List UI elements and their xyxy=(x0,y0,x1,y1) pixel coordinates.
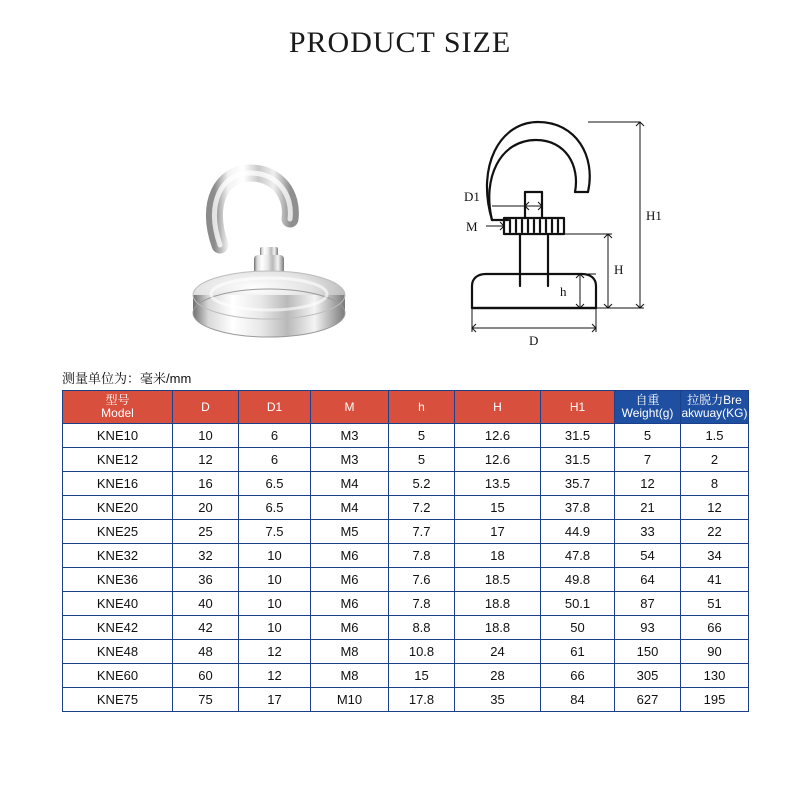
cell-d: 20 xyxy=(173,496,239,520)
cell-breakaway: 34 xyxy=(681,544,749,568)
cell-h-small: 5 xyxy=(389,424,455,448)
cell-d: 12 xyxy=(173,448,239,472)
cell-m: M4 xyxy=(311,496,389,520)
cell-h1: 61 xyxy=(541,640,615,664)
cell-m: M8 xyxy=(311,664,389,688)
cell-d1: 10 xyxy=(239,544,311,568)
cell-d: 42 xyxy=(173,616,239,640)
header-breakaway-en: akwuay(KG) xyxy=(681,406,748,420)
spec-table-wrapper xyxy=(62,390,748,712)
cell-d1: 6.5 xyxy=(239,496,311,520)
cell-m: M6 xyxy=(311,616,389,640)
cell-m: M8 xyxy=(311,640,389,664)
cell-h-small: 7.2 xyxy=(389,496,455,520)
cell-h: 18 xyxy=(455,544,541,568)
header-d-label: D xyxy=(201,399,210,414)
cell-weight: 33 xyxy=(615,520,681,544)
cell-h: 18.5 xyxy=(455,568,541,592)
table-row xyxy=(63,472,749,496)
cell-weight: 54 xyxy=(615,544,681,568)
header-m-label: M xyxy=(344,399,355,414)
cell-breakaway: 66 xyxy=(681,616,749,640)
cell-d1: 10 xyxy=(239,616,311,640)
cell-d: 25 xyxy=(173,520,239,544)
cell-weight: 150 xyxy=(615,640,681,664)
cell-model: KNE42 xyxy=(63,616,173,640)
header-weight-en: Weight(g) xyxy=(621,406,674,420)
spec-table-head xyxy=(63,391,749,424)
cell-h: 18.8 xyxy=(455,592,541,616)
cell-model: KNE36 xyxy=(63,568,173,592)
cell-h: 18.8 xyxy=(455,616,541,640)
cell-breakaway: 90 xyxy=(681,640,749,664)
cell-m: M6 xyxy=(311,568,389,592)
cell-d: 75 xyxy=(173,688,239,712)
table-row xyxy=(63,664,749,688)
header-h-label: H xyxy=(493,399,502,414)
header-h1-label: H1 xyxy=(569,399,586,414)
cell-h1: 44.9 xyxy=(541,520,615,544)
cell-weight: 305 xyxy=(615,664,681,688)
cell-m: M5 xyxy=(311,520,389,544)
cell-m: M6 xyxy=(311,544,389,568)
cell-breakaway: 22 xyxy=(681,520,749,544)
label-M: M xyxy=(466,219,478,234)
header-h-small xyxy=(389,391,455,424)
cell-h1: 31.5 xyxy=(541,448,615,472)
cell-weight: 21 xyxy=(615,496,681,520)
cell-d: 10 xyxy=(173,424,239,448)
cell-d1: 12 xyxy=(239,640,311,664)
cell-d1: 7.5 xyxy=(239,520,311,544)
table-row xyxy=(63,688,749,712)
table-row xyxy=(63,448,749,472)
cell-h-small: 7.7 xyxy=(389,520,455,544)
header-d1 xyxy=(239,391,311,424)
dimension-drawing-svg xyxy=(430,100,680,355)
header-m xyxy=(311,391,389,424)
cell-h1: 37.8 xyxy=(541,496,615,520)
header-breakaway xyxy=(681,391,749,424)
table-row xyxy=(63,424,749,448)
cell-weight: 87 xyxy=(615,592,681,616)
cell-model: KNE12 xyxy=(63,448,173,472)
product-photo-svg xyxy=(150,95,400,355)
cell-m: M3 xyxy=(311,448,389,472)
cell-h-small: 5 xyxy=(389,448,455,472)
header-weight xyxy=(615,391,681,424)
spec-table xyxy=(62,390,749,712)
cell-d1: 17 xyxy=(239,688,311,712)
cell-model: KNE48 xyxy=(63,640,173,664)
cell-d: 48 xyxy=(173,640,239,664)
dimension-drawing xyxy=(430,100,680,355)
cell-d: 32 xyxy=(173,544,239,568)
cell-breakaway: 8 xyxy=(681,472,749,496)
cell-m: M4 xyxy=(311,472,389,496)
cell-model: KNE25 xyxy=(63,520,173,544)
header-model xyxy=(63,391,173,424)
cell-h-small: 5.2 xyxy=(389,472,455,496)
cell-h: 13.5 xyxy=(455,472,541,496)
cell-d1: 6 xyxy=(239,448,311,472)
header-h1 xyxy=(541,391,615,424)
table-row xyxy=(63,568,749,592)
cell-h: 28 xyxy=(455,664,541,688)
cell-d1: 10 xyxy=(239,568,311,592)
table-row xyxy=(63,496,749,520)
cell-h1: 47.8 xyxy=(541,544,615,568)
cell-weight: 5 xyxy=(615,424,681,448)
cell-h-small: 7.8 xyxy=(389,592,455,616)
cell-breakaway: 2 xyxy=(681,448,749,472)
cell-weight: 93 xyxy=(615,616,681,640)
cell-breakaway: 12 xyxy=(681,496,749,520)
cell-h-small: 17.8 xyxy=(389,688,455,712)
cell-h: 12.6 xyxy=(455,448,541,472)
cell-h-small: 15 xyxy=(389,664,455,688)
cell-breakaway: 195 xyxy=(681,688,749,712)
cell-d: 36 xyxy=(173,568,239,592)
cell-h1: 84 xyxy=(541,688,615,712)
cell-d1: 6.5 xyxy=(239,472,311,496)
header-model-en: Model xyxy=(101,406,134,420)
cell-m: M6 xyxy=(311,592,389,616)
header-breakaway-cn: 拉脱力Bre xyxy=(687,393,742,408)
table-row xyxy=(63,520,749,544)
table-row xyxy=(63,616,749,640)
cell-d: 40 xyxy=(173,592,239,616)
cell-h: 12.6 xyxy=(455,424,541,448)
cell-model: KNE75 xyxy=(63,688,173,712)
cell-model: KNE60 xyxy=(63,664,173,688)
cell-model: KNE10 xyxy=(63,424,173,448)
cell-model: KNE40 xyxy=(63,592,173,616)
label-H1: H1 xyxy=(646,208,662,223)
header-d1-label: D1 xyxy=(266,399,283,414)
unit-note: 测量单位为：毫米/mm xyxy=(62,371,192,386)
cell-h-small: 8.8 xyxy=(389,616,455,640)
cell-h1: 31.5 xyxy=(541,424,615,448)
label-D: D xyxy=(529,333,539,348)
cell-breakaway: 1.5 xyxy=(681,424,749,448)
cell-h1: 35.7 xyxy=(541,472,615,496)
cell-breakaway: 41 xyxy=(681,568,749,592)
cell-model: KNE16 xyxy=(63,472,173,496)
cell-h: 24 xyxy=(455,640,541,664)
cell-breakaway: 130 xyxy=(681,664,749,688)
cell-breakaway: 51 xyxy=(681,592,749,616)
cell-m: M10 xyxy=(311,688,389,712)
cell-weight: 12 xyxy=(615,472,681,496)
header-h xyxy=(455,391,541,424)
cell-weight: 627 xyxy=(615,688,681,712)
cell-h: 15 xyxy=(455,496,541,520)
cell-h-small: 7.6 xyxy=(389,568,455,592)
cell-model: KNE32 xyxy=(63,544,173,568)
cell-d1: 6 xyxy=(239,424,311,448)
header-d xyxy=(173,391,239,424)
cell-h1: 49.8 xyxy=(541,568,615,592)
table-row xyxy=(63,592,749,616)
header-h-small-label: h xyxy=(418,399,425,414)
page-title: PRODUCT SIZE xyxy=(288,26,512,59)
product-photo xyxy=(150,95,400,355)
cell-weight: 64 xyxy=(615,568,681,592)
label-D1: D1 xyxy=(464,189,480,204)
cell-m: M3 xyxy=(311,424,389,448)
label-h: h xyxy=(560,284,567,299)
cell-d: 60 xyxy=(173,664,239,688)
table-row xyxy=(63,640,749,664)
header-weight-cn: 自重 xyxy=(635,393,660,408)
cell-h1: 50 xyxy=(541,616,615,640)
label-H: H xyxy=(614,262,624,277)
cell-d1: 10 xyxy=(239,592,311,616)
spec-table-header-row xyxy=(63,391,749,424)
cell-h1: 50.1 xyxy=(541,592,615,616)
header-model-cn: 型号 xyxy=(105,393,130,408)
cell-h1: 66 xyxy=(541,664,615,688)
table-row xyxy=(63,544,749,568)
spec-table-body xyxy=(63,424,749,712)
cell-h-small: 10.8 xyxy=(389,640,455,664)
cell-h: 35 xyxy=(455,688,541,712)
cell-d1: 12 xyxy=(239,664,311,688)
cell-weight: 7 xyxy=(615,448,681,472)
cell-d: 16 xyxy=(173,472,239,496)
cell-h-small: 7.8 xyxy=(389,544,455,568)
cell-model: KNE20 xyxy=(63,496,173,520)
cell-h: 17 xyxy=(455,520,541,544)
